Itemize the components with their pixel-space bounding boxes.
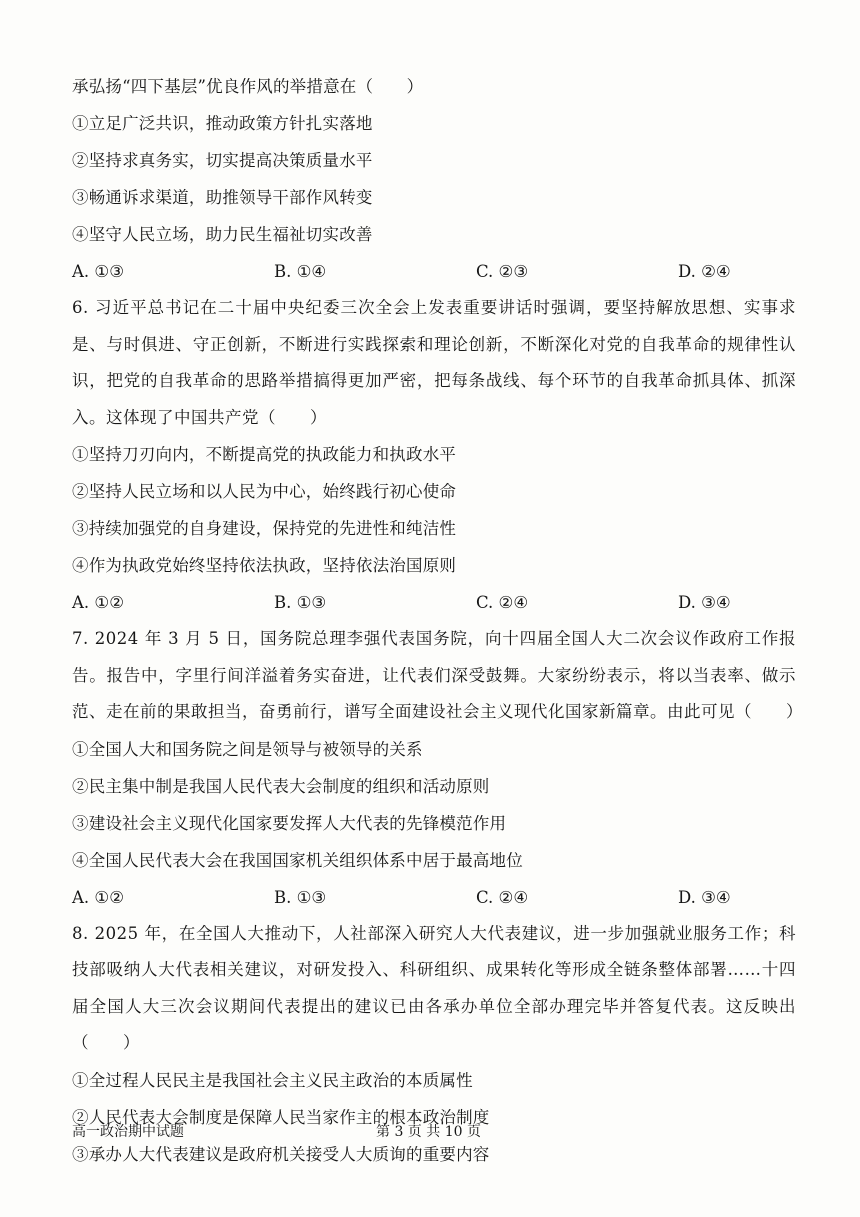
question-stem: 7. 2024 年 3 月 5 日，国务院总理李强代表国务院，向十四届全国人大二次会议作政府工作报告。报告中，字里行间洋溢着务实奋进，让代表们深受鼓舞。大家纷纷表示，将以当表率、做示范、走在前的果敢担当，奋勇前行，谱写全面建设社会主义现代化国家新篇章。由此可见（ ） (72, 629, 803, 721)
question-7 (72, 621, 803, 916)
option-2: ②坚持人民立场和以人民为中心，始终践行初心使命 (72, 482, 457, 501)
choice-a: A. ①② (72, 593, 124, 612)
choice-a: A. ①② (72, 887, 124, 907)
option-3: ③承办人大代表建议是政府机关接受人大质询的重要内容 (72, 1144, 490, 1164)
choice-d: D. ②④ (678, 262, 731, 281)
choice-b: B. ①③ (274, 593, 327, 612)
choice-c: C. ②③ (476, 262, 529, 281)
question-6 (72, 290, 796, 621)
answer-choices (72, 584, 796, 621)
choice-d: D. ③④ (678, 887, 731, 907)
option-1: ①立足广泛共识，推动政策方针扎实落地 (72, 114, 373, 133)
question-5-continued (72, 68, 796, 290)
option-3: ③持续加强党的自身建设，保持党的先进性和纯洁性 (72, 519, 457, 538)
page-number: 第 3 页 共 10 页 (376, 1124, 481, 1140)
option-4: ④作为执政党始终坚持依法执政，坚持依法治国原则 (72, 556, 457, 575)
option-1: ①全国人大和国务院之间是领导与被领导的关系 (72, 739, 423, 759)
option-4: ④坚守人民立场，助力民生福祉切实改善 (72, 225, 373, 244)
choice-d: D. ③④ (678, 593, 731, 612)
answer-choices (72, 253, 796, 290)
option-2: ②民主集中制是我国人民代表大会制度的组织和活动原则 (72, 776, 490, 796)
page-footer (72, 1120, 796, 1144)
option-2: ②人民代表大会制度是保障人民当家作主的根本政治制度 (72, 1107, 490, 1127)
question-stem: 承弘扬“四下基层”优良作风的举措意在（ ） (72, 77, 424, 96)
choice-b: B. ①④ (274, 262, 327, 281)
option-1: ①坚持刀刃向内，不断提高党的执政能力和执政水平 (72, 445, 457, 464)
choice-c: C. ②④ (476, 887, 529, 907)
answer-choices (72, 879, 796, 916)
choice-c: C. ②④ (476, 593, 529, 612)
option-3: ③建设社会主义现代化国家要发挥人大代表的先锋模范作用 (72, 813, 507, 833)
option-4: ④全国人民代表大会在我国国家机关组织体系中居于最高地位 (72, 850, 523, 870)
choice-b: B. ①③ (274, 887, 327, 907)
choice-a: A. ①③ (72, 262, 124, 281)
option-2: ②坚持求真务实，切实提高决策质量水平 (72, 151, 373, 170)
question-stem: 6. 习近平总书记在二十届中央纪委三次全会上发表重要讲话时强调，要坚持解放思想、实事求是、与时俱进、守正创新，不断进行实践探索和理论创新，不断深化对党的自我革命的规律性认识，把党的自我革命的思路举措搞得更加严密，把每条战线、每个环节的自我革命抓具体、抓深入。这体现了中国共产党（ ） (72, 298, 796, 427)
page-content (72, 68, 803, 1173)
option-1: ①全过程人民民主是我国社会主义民主政治的本质属性 (72, 1070, 473, 1090)
option-3: ③畅通诉求渠道，助推领导干部作风转变 (72, 188, 373, 207)
exam-title: 高一政治期中试题 (72, 1124, 184, 1140)
question-stem: 8. 2025 年，在全国人大推动下，人社部深入研究人大代表建议，进一步加强就业服务工作；科技部吸纳人大代表相关建议，对研发投入、科研组织、成果转化等形成全链条整体部署……十四届全国人大三次会议期间代表提出的建议已由各承办单位全部办理完毕并答复代表。这反映出（ ） (72, 923, 796, 1052)
